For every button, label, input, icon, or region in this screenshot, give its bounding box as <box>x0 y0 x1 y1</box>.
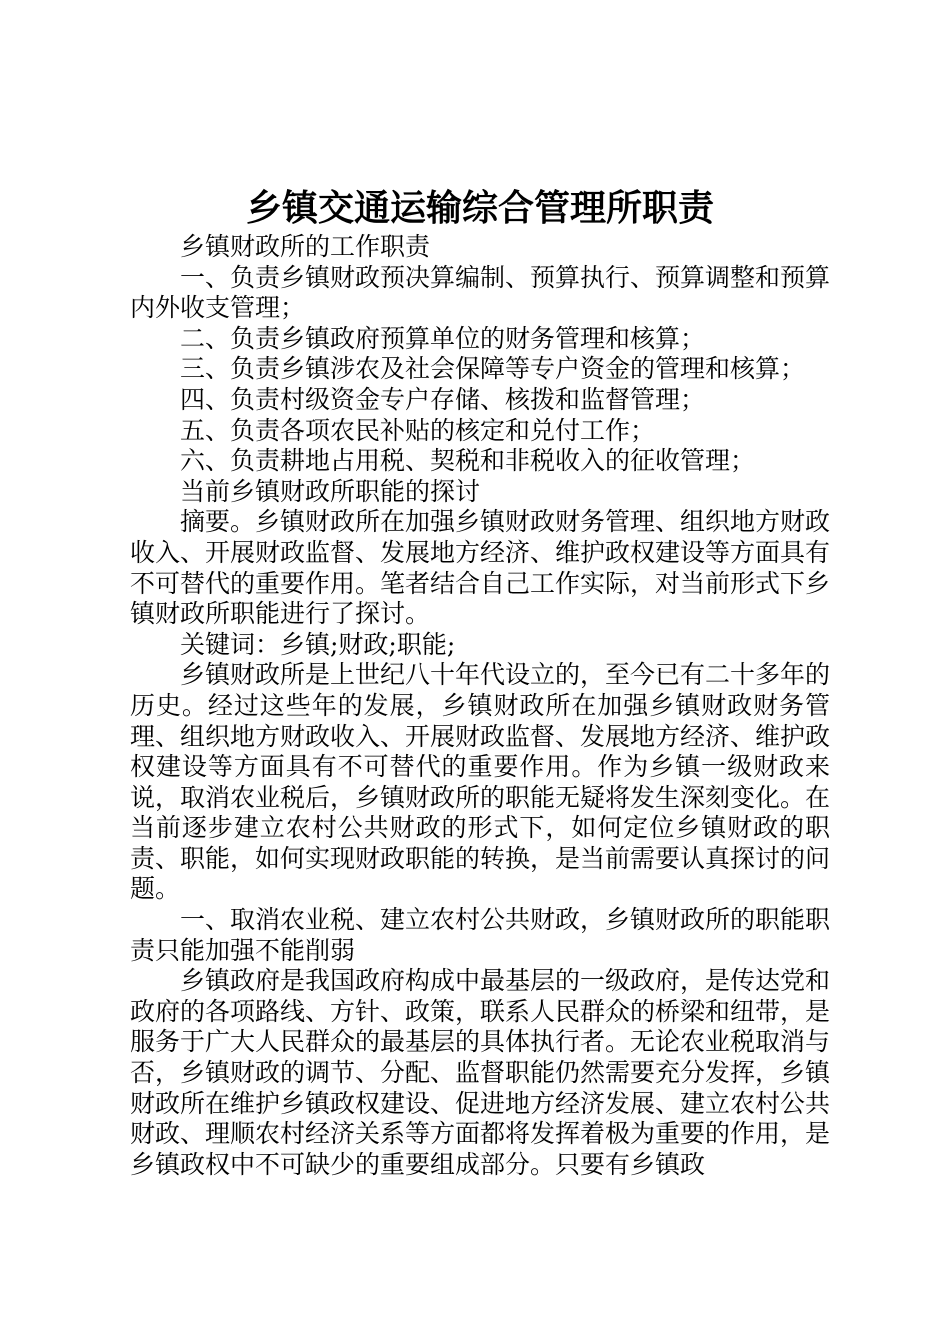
paragraph-duty-1: 一、负责乡镇财政预决算编制、预算执行、预算调整和预算内外收支管理； <box>130 262 831 323</box>
paragraph-duty-4: 四、负责村级资金专户存储、核拨和监督管理； <box>180 384 706 414</box>
paragraph-section-heading: 乡镇财政所的工作职责 <box>180 232 431 261</box>
paragraph-duty-3: 三、负责乡镇涉农及社会保障等专户资金的管理和核算； <box>180 354 806 384</box>
paragraph-keywords: 关键词：乡镇;财政;职能; <box>180 629 456 659</box>
document-body <box>130 232 830 1180</box>
paragraph-duty-6: 六、负责耕地占用税、契税和非税收入的征收管理； <box>180 446 756 476</box>
paragraph-abstract: 摘要。乡镇财政所在加强乡镇财政财务管理、组织地方财政收入、开展财政监督、发展地方经济、维护政权建设等方面具有不可替代的重要作用。笔者结合自己工作实际，对当前形式下乡镇财政所职能进行了探讨。 <box>130 507 831 629</box>
paragraph-intro: 乡镇财政所是上世纪八十年代设立的，至今已有二十多年的历史。经过这些年的发展，乡镇财政所在加强乡镇财政财务管理、组织地方财政收入、开展财政监督、发展地方经济、维护政权建设等方面具有不可替代的重要作用。作为乡镇一级财政来说，取消农业税后，乡镇财政所的职能无疑将发生深刻变化。在当前逐步建立农村公共财政的形式下，如何定位乡镇财政的职责、职能，如何实现财政职能的转换，是当前需要认真探讨的问题。 <box>130 660 831 904</box>
paragraph-point-1-heading: 一、取消农业税、建立农村公共财政，乡镇财政所的职能职责只能加强不能削弱 <box>130 905 831 965</box>
paragraph-point-1-body: 乡镇政府是我国政府构成中最基层的一级政府，是传达党和政府的各项路线、方针、政策，联系人民群众的桥梁和纽带，是服务于广大人民群众的最基层的具体执行者。无论农业税取消与否，乡镇财政的调节、分配、监督职能仍然需要充分发挥，乡镇财政所在维护乡镇政权建设、促进地方经济发展、建立农村公共财政、理顺农村经济关系等方面都将发挥着极为重要的作用，是乡镇政权中不可缺少的重要组成部分。只要有乡镇政 <box>130 966 831 1179</box>
paragraph-article-heading: 当前乡镇财政所职能的探讨 <box>180 476 481 506</box>
paragraph-duty-2: 二、负责乡镇政府预算单位的财务管理和核算； <box>180 323 706 353</box>
paragraph-duty-5: 五、负责各项农民补贴的核定和兑付工作； <box>180 415 656 445</box>
document-title: 乡镇交通运输综合管理所职责 <box>245 187 714 229</box>
